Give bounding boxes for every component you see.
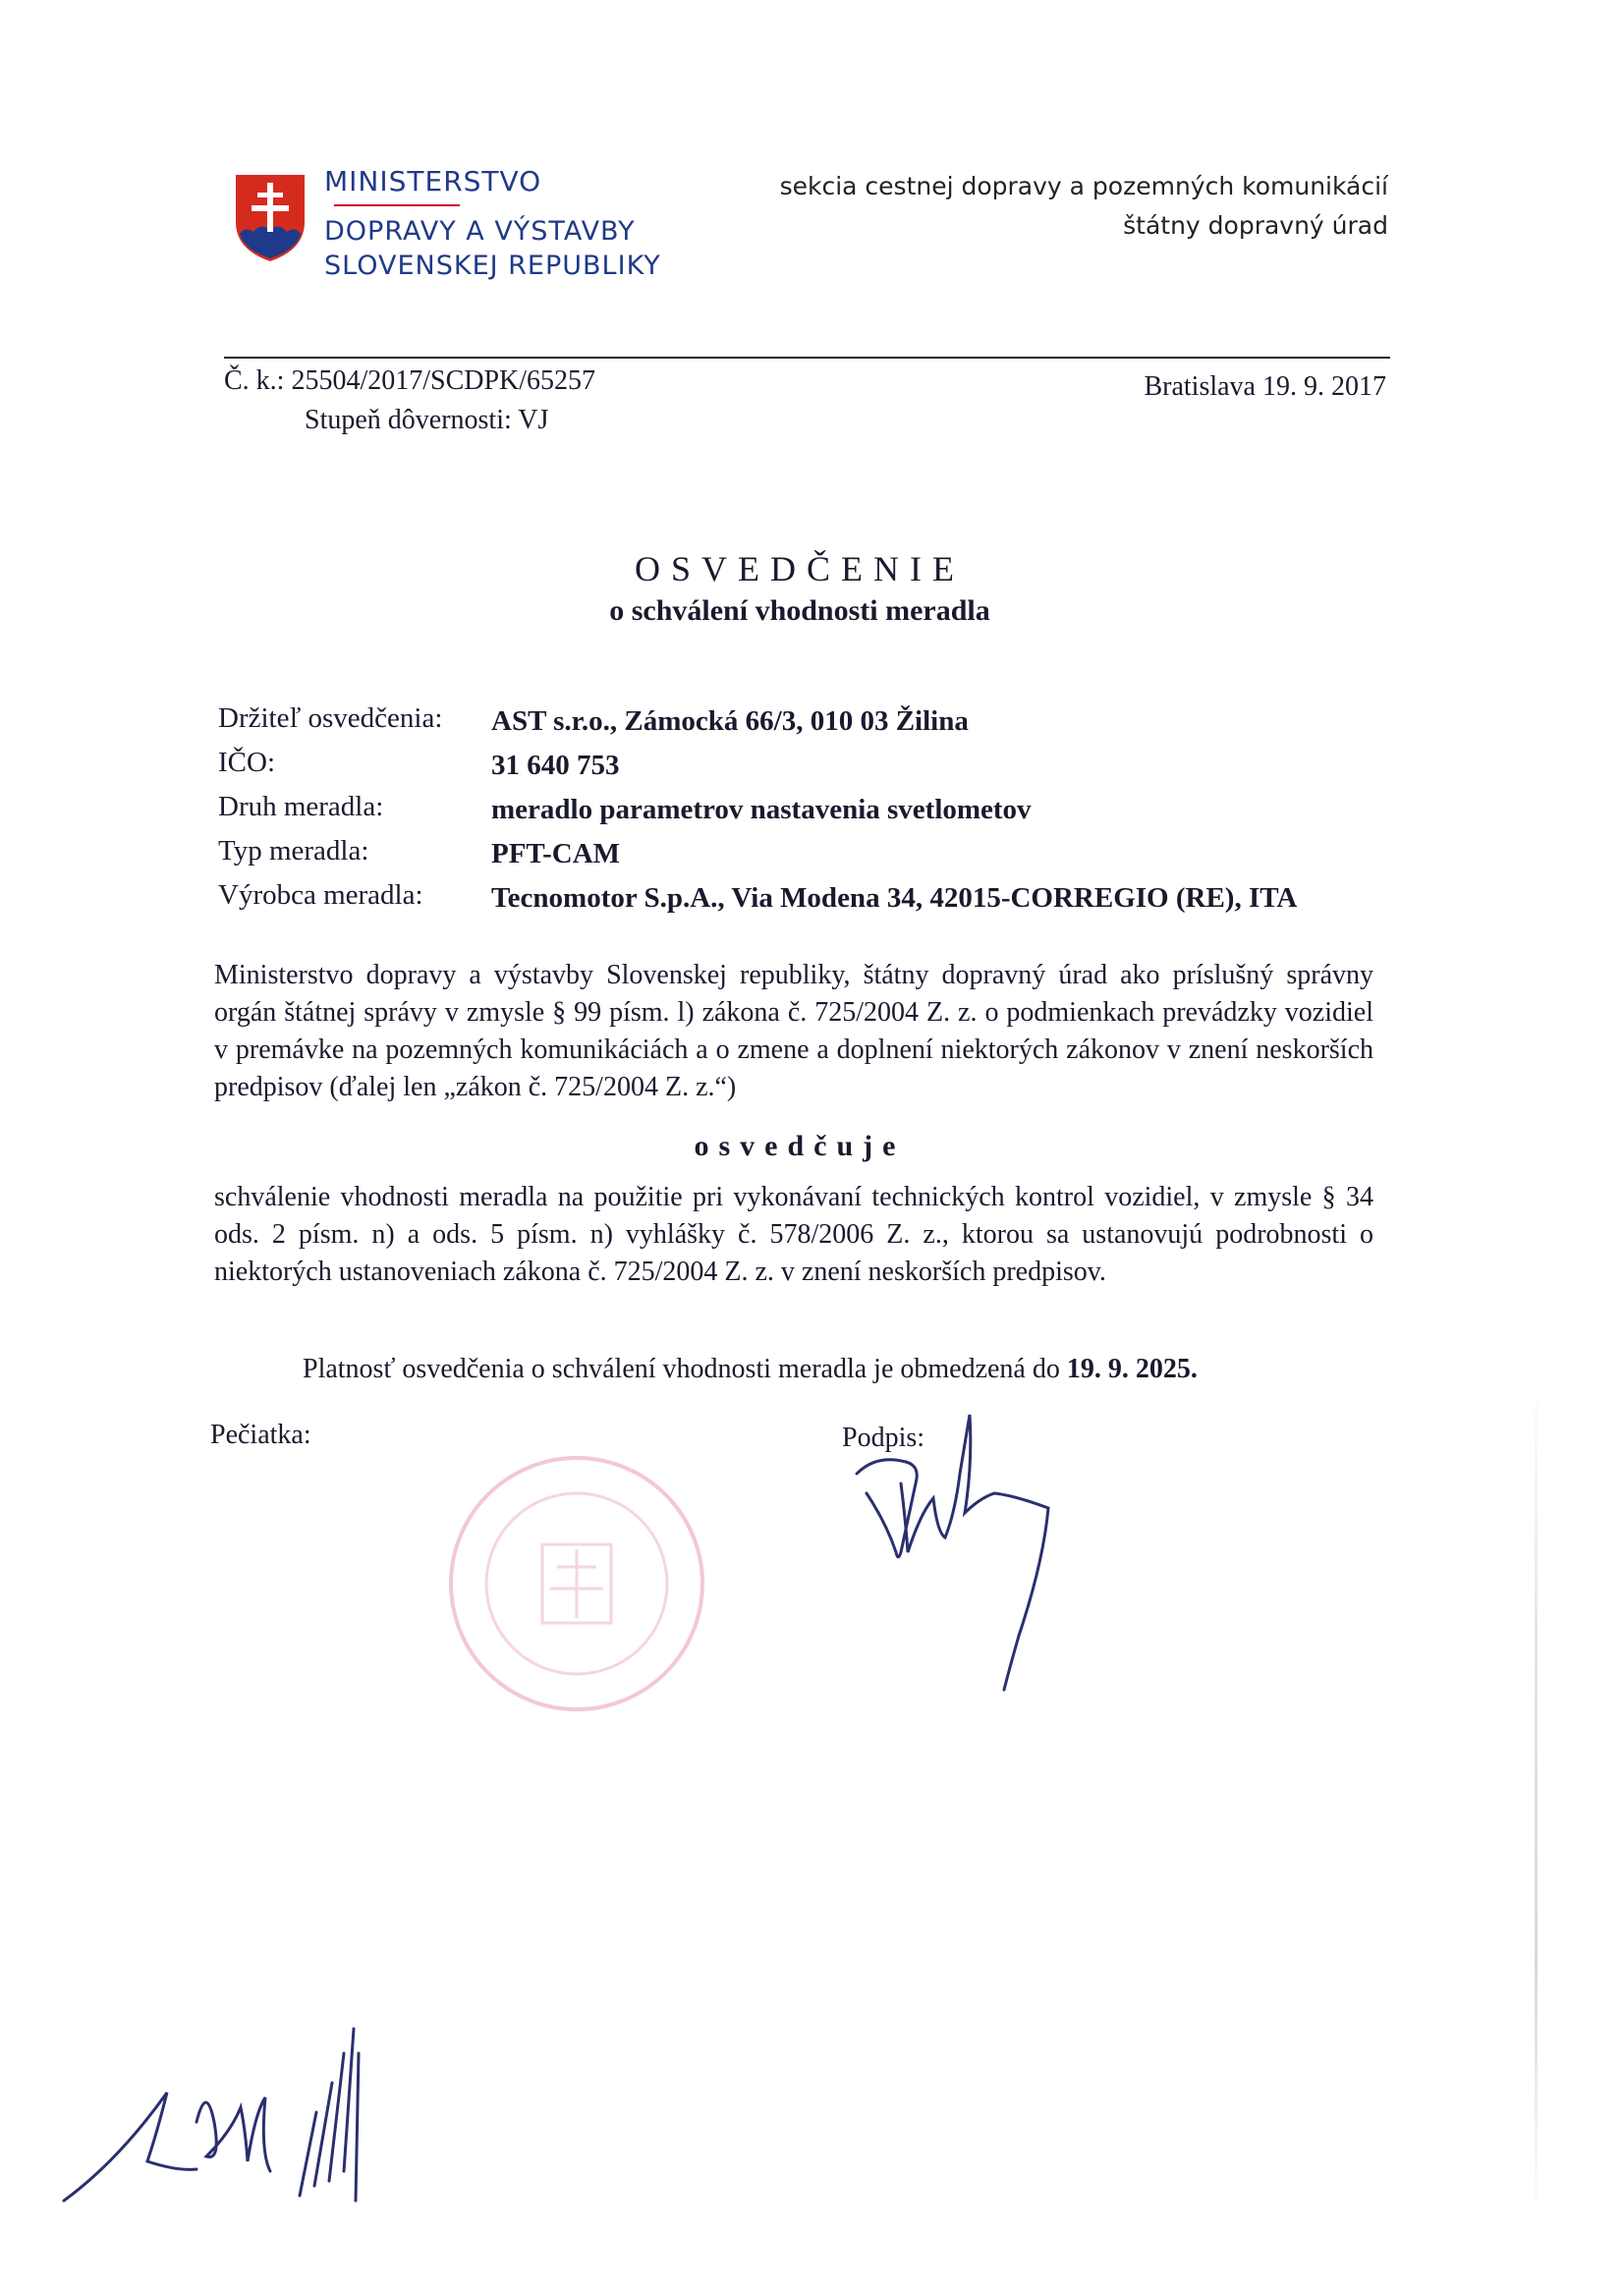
section-line-2: štátny dopravný úrad (1123, 211, 1388, 240)
signature-label: Podpis: (842, 1423, 925, 1453)
document-title: OSVEDČENIE (635, 549, 965, 588)
legal-basis-paragraph: Ministerstvo dopravy a výstavby Slovenskej republiky, štátny dopravný úrad ako príslušný správny orgán štátnej správy v zmysle § 99 písm. l) zákona č. 725/2004 Z. z. o podmienkach prevádzky vozidiel v premávke na pozemných komunikáciách a o zmene a doplnení niektorých zákonov v znení neskorších predpisov (ďalej len „zákon č. 725/2004 Z. z.“) (214, 960, 1373, 1102)
validity-text: Platnosť osvedčenia o schválení vhodnosti meradla je obmedzená do (303, 1354, 1060, 1384)
stamp-label: Pečiatka: (210, 1420, 311, 1450)
field-manufacturer (218, 879, 1417, 923)
field-value: PFT-CAM (491, 838, 621, 869)
header-divider (224, 357, 1390, 359)
field-label: IČO: (218, 747, 275, 778)
field-device-kind (218, 791, 1417, 835)
field-value: meradlo parametrov nastavenia svetlometov (491, 794, 1032, 825)
field-device-type (218, 835, 1417, 879)
field-label: Druh meradla: (218, 791, 384, 822)
validity-date: 19. 9. 2025. (1066, 1354, 1198, 1384)
issuing-section (780, 167, 1388, 246)
validity-statement (303, 1354, 1198, 1385)
slovak-coat-of-arms-icon (234, 173, 307, 263)
section-line-1: sekcia cestnej dopravy a pozemných komunikácií (779, 172, 1388, 200)
ministry-name (324, 167, 661, 283)
ministry-divider (334, 204, 460, 206)
field-holder (218, 702, 1417, 747)
document-subtitle: o schválení vhodnosti meradla (609, 594, 990, 627)
ministry-line-3: SLOVENSKEJ REPUBLIKY (324, 251, 661, 281)
certifies-heading: osvedčuje (694, 1130, 906, 1162)
reference-number: Č. k.: 25504/2017/SCDPK/65257 (224, 365, 596, 396)
approval-paragraph: schválenie vhodnosti meradla na použitie pri vykonávaní technických kontrol vozidiel, v zmysle § 34 ods. 2 písm. n) a ods. 5 písm. n) vyhlášky č. 578/2006 Z. z., ktorou sa ustanovujú podrobnosti o niektorých ustanoveniach zákona č. 725/2004 Z. z. v znení neskorších predpisov. (214, 1182, 1373, 1287)
scan-edge-artifact (1535, 1375, 1538, 2220)
initials-icon (59, 2014, 413, 2210)
place-and-date: Bratislava 19. 9. 2017 (1144, 371, 1386, 402)
certificate-fields (218, 702, 1417, 923)
field-value: 31 640 753 (491, 750, 620, 781)
field-label: Držiteľ osvedčenia: (218, 702, 443, 734)
confidentiality-level: Stupeň dôvernosti: VJ (305, 405, 549, 435)
field-label: Výrobca meradla: (218, 879, 423, 911)
field-label: Typ meradla: (218, 835, 369, 867)
field-value: AST s.r.o., Zámocká 66/3, 010 03 Žilina (491, 705, 969, 737)
ministry-line-2: DOPRAVY A VÝSTAVBY (324, 216, 636, 247)
official-stamp-icon (444, 1451, 709, 1716)
field-value: Tecnomotor S.p.A., Via Modena 34, 42015-CORREGIO (RE), ITA (491, 882, 1298, 914)
ministry-line-1: MINISTERSTVO (324, 165, 542, 197)
signature-icon (847, 1405, 1102, 1700)
field-ico (218, 747, 1417, 791)
